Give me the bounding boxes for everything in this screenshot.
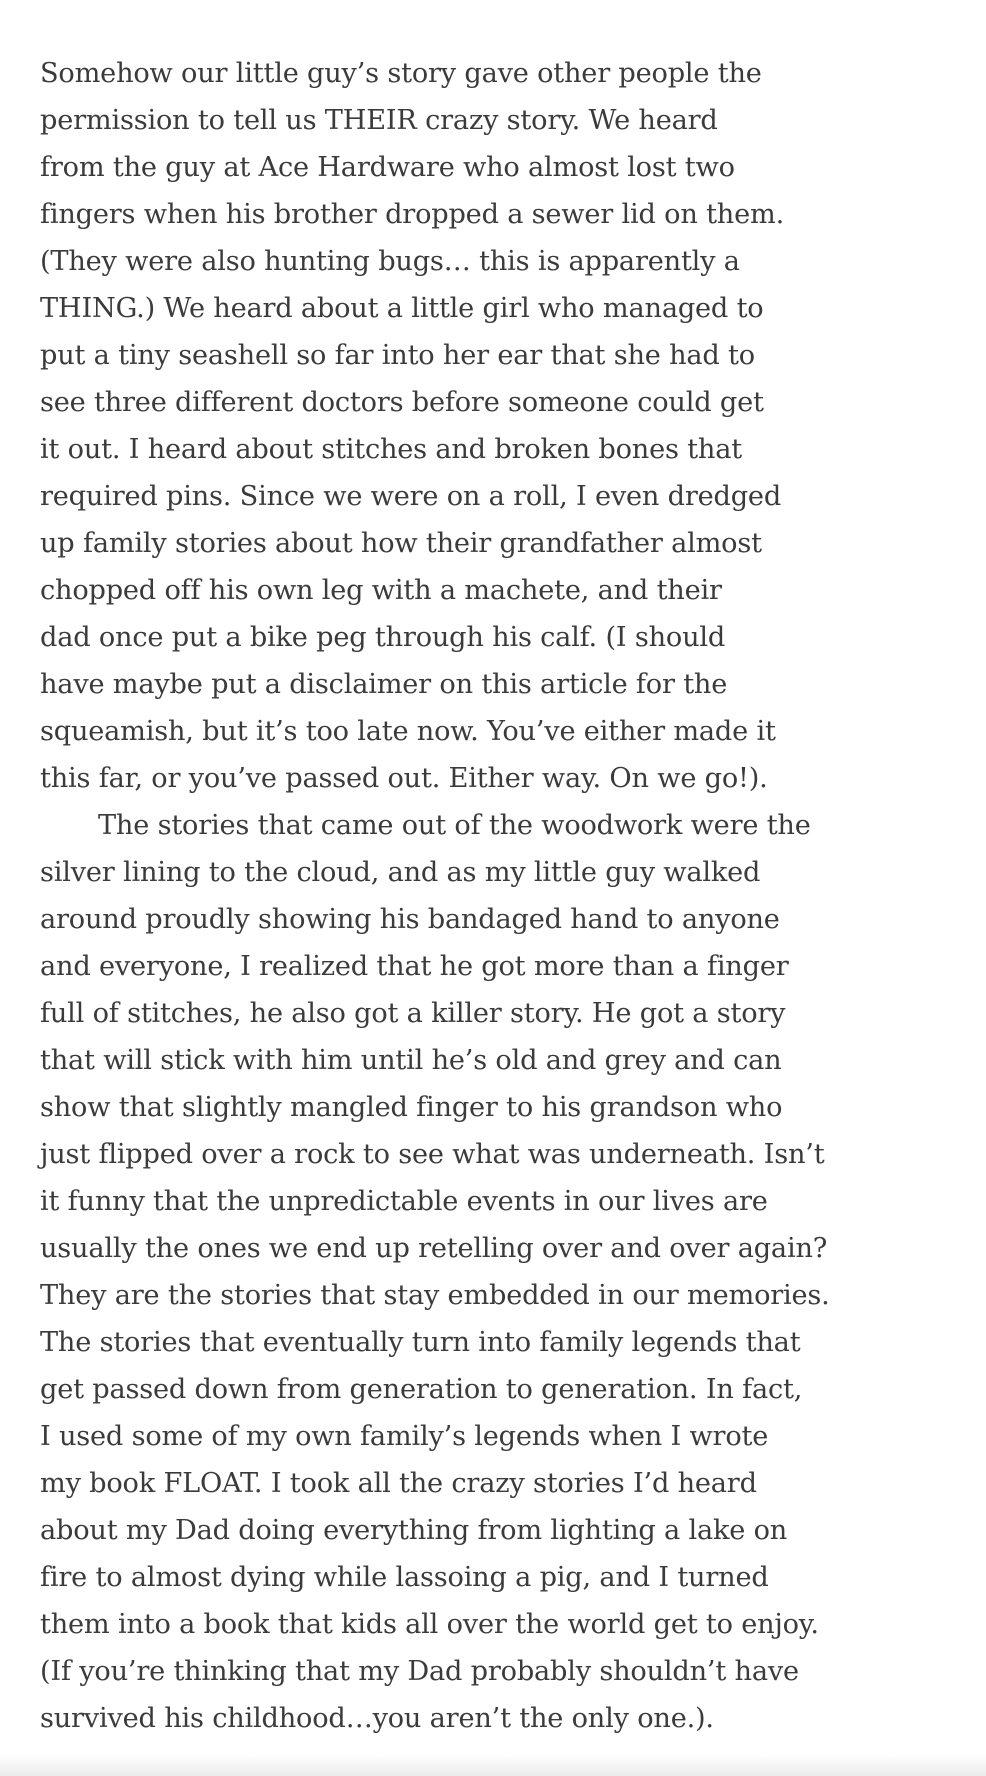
text-line: required pins. Since we were on a roll, I even dredged (40, 481, 782, 512)
text-line: it funny that the unpredictable events in our lives are (40, 1186, 768, 1217)
text-line: up family stories about how their grandfather almost (40, 528, 762, 559)
page-bottom-shade (0, 1754, 986, 1776)
text-line: survived his childhood…you aren’t the only one.). (40, 1703, 714, 1734)
text-line: see three different doctors before someone could get (40, 387, 764, 418)
text-line: about my Dad doing everything from lighting a lake on (40, 1515, 788, 1546)
paragraph-2 (40, 802, 980, 1742)
article-body (40, 50, 980, 1742)
text-line: THING.) We heard about a little girl who managed to (40, 293, 764, 324)
text-line: put a tiny seashell so far into her ear that she had to (40, 340, 755, 371)
text-line: silver lining to the cloud, and as my little guy walked (40, 857, 761, 888)
text-line: get passed down from generation to generation. In fact, (40, 1374, 803, 1405)
text-line: and everyone, I realized that he got more than a finger (40, 951, 789, 982)
text-line: usually the ones we end up retelling over and over again? (40, 1233, 828, 1264)
text-line: from the guy at Ace Hardware who almost lost two (40, 152, 735, 183)
text-line: Somehow our little guy’s story gave other people the (40, 58, 762, 89)
text-line: They are the stories that stay embedded in our memories. (40, 1280, 830, 1311)
text-line: around proudly showing his bandaged hand to anyone (40, 904, 780, 935)
text-line: dad once put a bike peg through his calf. (I should (40, 622, 726, 653)
text-line: that will stick with him until he’s old and grey and can (40, 1045, 782, 1076)
text-line: this far, or you’ve passed out. Either way. On we go!). (40, 763, 768, 794)
text-line: fire to almost dying while lassoing a pig, and I turned (40, 1562, 769, 1593)
text-line: chopped off his own leg with a machete, and their (40, 575, 722, 606)
text-line: full of stitches, he also got a killer story. He got a story (40, 998, 786, 1029)
text-line: it out. I heard about stitches and broken bones that (40, 434, 742, 465)
text-line: permission to tell us THEIR crazy story. We heard (40, 105, 718, 136)
text-line: just flipped over a rock to see what was underneath. Isn’t (40, 1139, 825, 1170)
text-line: my book FLOAT. I took all the crazy stories I’d heard (40, 1468, 757, 1499)
text-line: The stories that eventually turn into family legends that (40, 1327, 801, 1358)
text-line: (They were also hunting bugs… this is apparently a (40, 246, 740, 277)
text-line: squeamish, but it’s too late now. You’ve either made it (40, 716, 776, 747)
paragraph-1 (40, 50, 980, 802)
text-line: I used some of my own family’s legends when I wrote (40, 1421, 769, 1452)
text-line: them into a book that kids all over the world get to enjoy. (40, 1609, 819, 1640)
text-line: The stories that came out of the woodwork were the (98, 810, 811, 841)
text-line: show that slightly mangled finger to his grandson who (40, 1092, 783, 1123)
text-line: (If you’re thinking that my Dad probably shouldn’t have (40, 1656, 799, 1687)
text-line: fingers when his brother dropped a sewer lid on them. (40, 199, 785, 230)
text-line: have maybe put a disclaimer on this article for the (40, 669, 728, 700)
